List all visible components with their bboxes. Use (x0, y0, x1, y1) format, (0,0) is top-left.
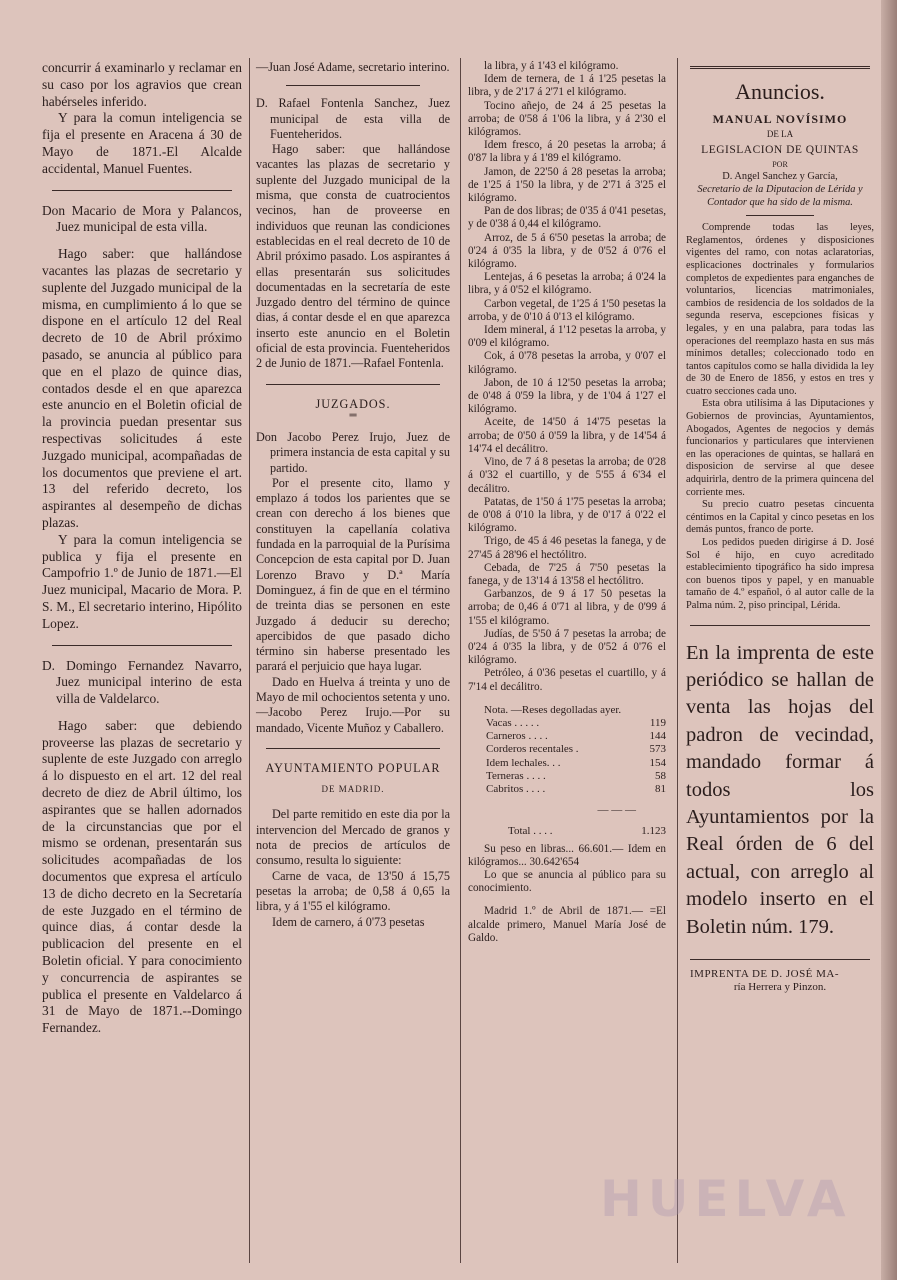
signature: Madrid 1.º de Abril de 1871.— =El alcalde primero, Manuel María José de Galdo. (468, 905, 666, 944)
reses-label: Idem lechales. . . (486, 756, 561, 769)
price-item: Jamon, de 22'50 á 28 pesetas la arroba; de 1'25 á 1'50 la libra, y de 2'71 á 3'25 el kilógramo. (468, 165, 666, 205)
section-rule (266, 384, 440, 385)
reses-label: Cabritos . . . . (486, 782, 546, 795)
paragraph: —Juan José Adame, secretario interino. (256, 60, 450, 74)
price-item: Cok, á 0'78 pesetas la arroba, y 0'07 el kilógramo. (468, 350, 666, 376)
price-item: Idem fresco, á 20 pesetas la arroba; á 0'87 la libra y á 1'89 el kilógramo. (468, 139, 666, 165)
paragraph: Carne de vaca, de 13'50 á 15,75 pesetas la arroba; de 0,58 á 0,65 la libra, y á 1'55 el kilógramo. (256, 868, 450, 914)
notice-heading: D. Rafael Fontenla Sanchez, Juez municipal de esta villa de Fuenteheridos. (256, 96, 450, 141)
column-2 (256, 60, 450, 930)
price-item: Idem mineral, á 1'12 pesetas la arroba, y 0'09 el kilógramo. (468, 324, 666, 350)
column-1 (42, 60, 242, 1037)
price-item: Idem de ternera, de 1 á 1'25 pesetas la libra, y de 2'17 á 2'71 el kilógramo. (468, 73, 666, 99)
paragraph: Los pedidos pueden dirigirse á D. José Sol é hijo, en cuyo acreditado establecimiento tipográfico ha sido impresa con buenos tipos y papel, y en manuable tamaño de 4.º español, ó al autor calle de la Palma núm. 2, piso principal, Lérida. (686, 537, 874, 611)
paragraph: Esta obra utilísima á las Diputaciones y Gobiernos de provincias, Ayuntamientos, Abogados, Agentes de negocios y demás funcionarios y particulares que intervienen en las operaciones de quintas, se hallará en disposicion de servirse al que desee adquirirla, dentro de la primera quincena del corriente mes. (686, 398, 874, 498)
reses-value: 81 (655, 782, 666, 795)
section-rule (690, 625, 870, 626)
section-rule (690, 66, 870, 69)
price-item: Lentejas, á 6 pesetas la arroba; á 0'24 la libra, y á 0'52 el kilógramo. (468, 271, 666, 297)
book-title-de-la: DE LA (766, 128, 794, 139)
price-item: Vino, de 7 á 8 pesetas la arroba; de 0'28 á 0'32 el cuartillo, y de 5'55 á 6'34 el decálitro. (468, 456, 666, 495)
paragraph: Del parte remitido en este dia por la intervencion del Mercado de granos y nota de precios de artículos de consumo, resulta lo siguiente: (256, 807, 450, 868)
reses-value: 119 (649, 716, 666, 729)
notice-heading: Don Jacobo Perez Irujo, Juez de primera instancia de esta capital y su partido. (256, 429, 450, 475)
notice-heading: D. Domingo Fernandez Navarro, Juez municipal interino de esta villa de Valdelarco. (42, 657, 242, 707)
book-title: MANUAL NOVÍSIMO (712, 112, 848, 126)
reses-label: Corderos recentales . (486, 743, 579, 756)
price-item: Pan de dos libras; de 0'35 á 0'41 pesetas, y de 0'38 á 0,44 el kilógramo. (468, 205, 666, 231)
paragraph: Idem de carnero, á 0'73 pesetas (272, 914, 425, 929)
printer-line: IMPRENTA DE D. JOSÉ MA- (690, 968, 840, 981)
total-value: 1.123 (641, 825, 666, 838)
paragraph: concurrir á examinarlo y reclamar en su caso por los agravios que crean habérseles inferido. (42, 60, 242, 109)
price-item: Jabon, de 10 á 12'50 pesetas la arroba; de 0'48 á 0'59 la libra, y de 1'04 á 1'27 el kilógramo. (468, 376, 666, 416)
price-item: Cebada, de 7'25 á 7'50 pesetas la fanega, y de 13'14 á 13'58 el hectólitro. (468, 561, 666, 587)
notice-heading: Don Macario de Mora y Palancos, Juez municipal de esta villa. (42, 202, 242, 235)
price-list (468, 60, 666, 694)
section-rule (52, 190, 232, 191)
price-item: la libra, y á 1'43 el kilógramo. (484, 60, 619, 72)
printer-line: ría Herrera y Pinzon. (733, 980, 827, 993)
reses-row (468, 730, 666, 743)
column-divider (460, 58, 461, 1263)
reses-value: 573 (649, 743, 666, 756)
reses-value: 154 (649, 756, 666, 769)
section-rule (266, 748, 440, 749)
reses-label: Carneros . . . . (486, 730, 548, 743)
book-subtitle: LEGISLACION DE QUINTAS (701, 144, 859, 157)
column-divider (249, 58, 250, 1263)
reses-label: Vacas . . . . . (486, 716, 540, 729)
paragraph: Por el presente cito, llamo y emplazo á todos los parientes que se crean con derecho á los bienes que constituyen la capellanía colativa fundada en la parroquial de la Purísima Concepcion de esta capital por D. Juan Lorenzo Bravo y D.ª María Dominguez, á fin de que en el término de treinta dias se personen en este Juzgado á deducir su derecho; apercibidos de que pasado dicho término sin haberse presentado les parará el perjuicio que haya lugar. (256, 475, 450, 674)
price-item: Carbon vegetal, de 1'25 á 1'50 pesetas la arroba, y de 0'10 á 0'13 el kilógramo. (468, 297, 666, 323)
column-4 (686, 60, 874, 993)
reses-row (468, 743, 666, 756)
paragraph: Su peso en libras... 66.601.— Idem en kilógramos... 30.642'654 (468, 842, 666, 868)
column-3 (468, 60, 666, 945)
author-role: Secretario de la Diputacion de Lérida y Contador que ha sido de la misma. (697, 183, 863, 208)
total-label: Total . . . . (508, 825, 553, 838)
by-label: POR (772, 159, 788, 169)
section-rule (690, 959, 870, 960)
section-rule (746, 215, 814, 216)
price-item: Garbanzos, de 9 á 17 50 pesetas la arroba; de 0,46 á 0'71 al libra, y de 0'99 á 1'55 el kilógramo. (468, 588, 666, 627)
section-title: AYUNTAMIENTO POPULAR (265, 760, 441, 775)
section-title: JUZGADOS. (315, 396, 391, 411)
section-subtitle: DE MADRID. (321, 784, 385, 795)
ornament-rule: ═ (349, 409, 357, 421)
paragraph: Y para la comun inteligencia se fija el presente en Aracena á 30 de Mayo de 1871.-El Alcalde accidental, Manuel Fuentes. (42, 110, 242, 176)
price-item: Arroz, de 5 á 6'50 pesetas la arroba; de 0'24 á 0'35 la libra, y de 0'52 á 0'76 el kilógramo. (468, 231, 666, 271)
reses-row (468, 757, 666, 770)
price-item: Petróleo, á 0'36 pesetas el cuartillo, y á 7'14 el decálitro. (468, 667, 666, 693)
nota-heading: Nota. —Reses degolladas ayer. (484, 703, 622, 716)
dash-separator: — — — (597, 804, 636, 817)
paragraph: Y para la comun inteligencia se publica y fija el presente en Campofrio 1.º de Junio de 1871.—El Juez municipal, Macario de Mora. P. S. M., El secretario interino, Hipólito Lopez. (42, 531, 242, 631)
paragraph: Hago saber: que debiendo proveerse las plazas de secretario y suplente de este Juzgado con arreglo á lo dispuesto en el art. 12 del real decreto de diez de Abril último, los aspirantes que se hallen adornados de la circunstancias que por el mismo se ordenan, presentarán sus solicitudes acompañadas de los documentos que expresa el artículo 13 de dicho decreto en la Secretaría de este Juzgado en el término de quince dias, á contar desde la publicacion del presente en el Boletin oficial. Y para conocimiento y concurrencia de aspirantes se publica el presente en Valdelarco á 31 de Mayo de 1871.--Domingo Fernandez. (42, 717, 242, 1036)
price-item: Aceite, de 14'50 á 14'75 pesetas la arroba; de 0'50 á 0'59 la libra, y de 14'54 á 14'74 el decálitro. (468, 416, 666, 455)
anuncios-title: Anuncios. (735, 79, 825, 104)
price-item: Patatas, de 1'50 á 1'75 pesetas la arroba; de 0'08 á 0'10 la libra, y de 0'17 á 0'22 el kilógramo. (468, 495, 666, 535)
reses-row (468, 783, 666, 796)
reses-value: 144 (649, 730, 666, 743)
reses-label: Terneras . . . . (486, 769, 546, 782)
reses-row (468, 717, 666, 730)
reses-value: 58 (655, 769, 666, 782)
page-edge (881, 0, 897, 1280)
watermark: HUELVA (600, 1170, 852, 1228)
reses-row (468, 770, 666, 783)
author-name: D. Angel Sanchez y García, (722, 171, 838, 183)
price-item: Trigo, de 45 á 46 pesetas la fanega, y de 27'45 á 28'96 el hectólitro. (468, 535, 666, 561)
imprenta-notice: En la imprenta de este periódico se hallan de venta las hojas del padron de vecindad, mandado formar á todos los Ayuntamientos por la Real órden de 6 del actual, con arreglo al modelo inserto en el Boletin núm. 179. (686, 641, 874, 938)
column-divider (677, 58, 678, 1263)
paragraph: Su precio cuatro pesetas cincuenta céntimos en la Capital y cinco pesetas en los demás puntos, franco de porte. (686, 499, 874, 536)
price-item: Tocino añejo, de 24 á 25 pesetas la arroba; de 0'58 á 1'06 la libra, y á 2'30 el kilógramos. (468, 99, 666, 139)
paragraph: Hago saber: que hallándose vacantes las plazas de secretario y suplente del Juzgado municipal de la misma, en cumplimiento á lo que se dispone en el artículo 12 del Real decreto de 10 de Abril próximo pasado, se anuncia al público para que en el plazo de quince dias, contados desde el en que aparezca este anuncio en el Boletin oficial de la provincia puedan presentar sus respectivas solicitudes á este Juzgado municipal, acompañadas de los documentos que previene el art. 13 del referido decreto, los aspirantes al desempeño de dichas plazas. (42, 246, 242, 530)
paragraph: Hago saber: que hallándose vacantes las plazas de secretario y suplente del Juzgado municipal de la misma, que consta de cuatrocientos vecinos, han de proveerse en individuos que reunan las condiciones establecidas en el real decreto de 10 de Abril próximo pasado. Los aspirantes á ellas presentarán sus solicitudes documentadas en la secretaría de este Juzgado dentro del término de quince dias, á contar desde el en que aparezca inserto este anuncio en el Boletin oficial de esta provincia. Fuenteheridos 2 de Junio de 1871.—Rafael Fontenla. (256, 142, 450, 371)
section-rule (52, 645, 232, 646)
paragraph: Comprende todas las leyes, Reglamentos, órdenes y disposiciones vigentes del ramo, con notas aclaratorias, esplicaciones doctrinales y formularios completos de expedientes para enganches de voluntarios, licencias matrimoniales, cambios de residencia de los soldados de la segunda reserva, escepciones físicas y legales, y en una palabra, para todas las operaciones del reemplazo hasta en sus más mínimos detalles; coleccionado todo en tantos capítulos como se halla dividida la ley de 30 de Enero de 1856, y estos en tres y cuatro secciones cada uno. (686, 222, 874, 397)
price-item: Judías, de 5'50 á 7 pesetas la arroba; de 0'24 á 0'35 la libra, y de 0'52 á 0'76 el kilógramo. (468, 627, 666, 667)
paragraph: Dado en Huelva á treinta y uno de Mayo de mil ochocientos setenta y uno.—Jacobo Perez Irujo.—Por su mandado, Vicente Muñoz y Caballero. (256, 674, 450, 735)
paragraph: Lo que se anuncia al público para su conocimiento. (468, 868, 666, 895)
reses-table (468, 704, 666, 839)
total-row (468, 825, 666, 838)
section-rule (286, 85, 420, 86)
